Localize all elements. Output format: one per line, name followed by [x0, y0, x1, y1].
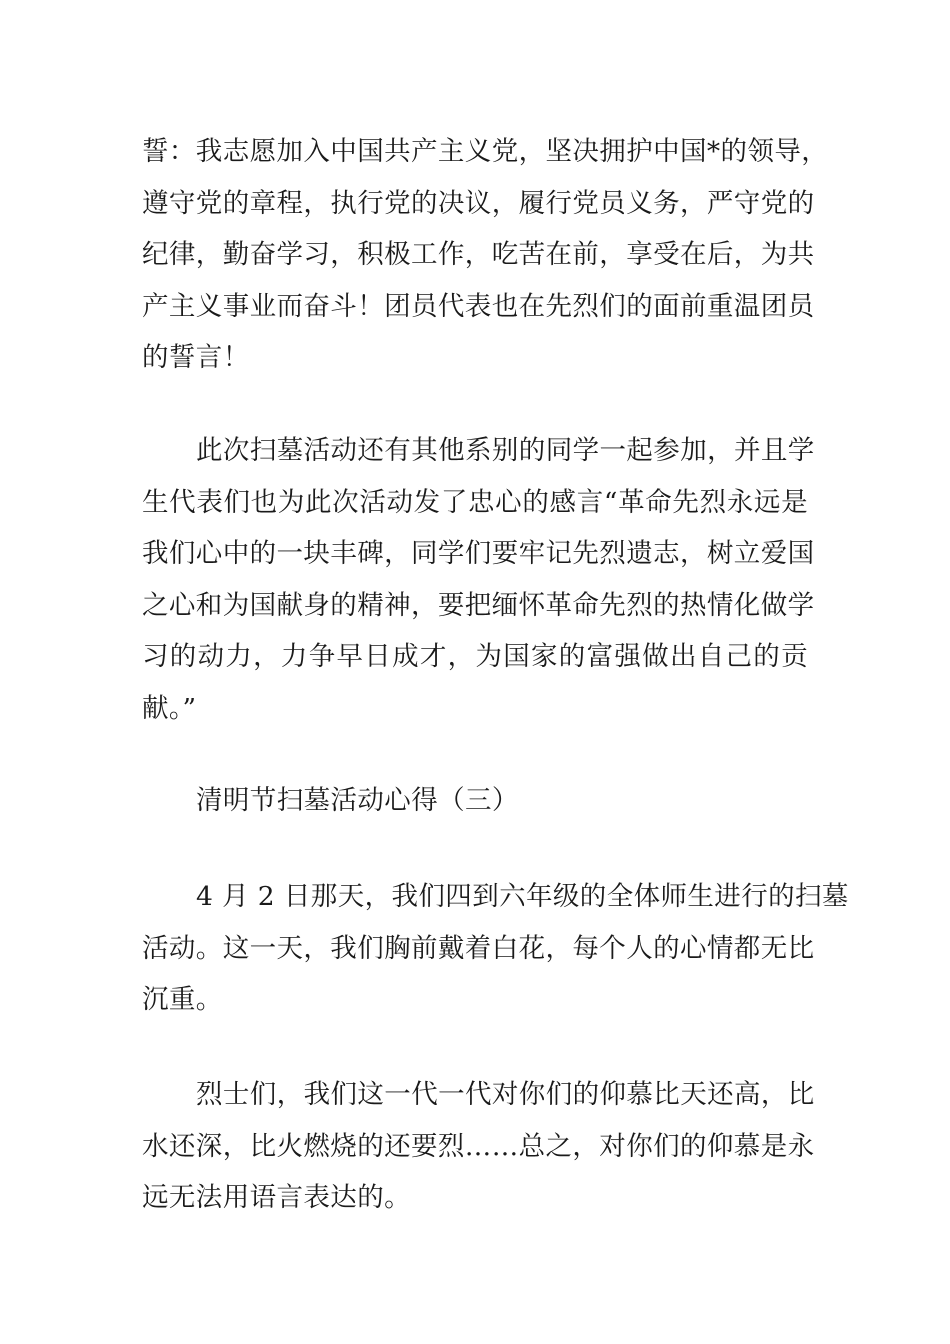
text-line: 沉重。	[142, 984, 223, 1015]
section-title: 清明节扫墓活动心得（三）	[196, 785, 519, 816]
paragraph-martyrs	[142, 1069, 815, 1224]
text-line: 遵守党的章程，执行党的决议，履行党员义务，严守党的	[142, 187, 815, 219]
text-line: 生代表们也为此次活动发了忠心的感言“革命先烈永远是	[142, 486, 808, 518]
text-line: 远无法用语言表达的。	[142, 1182, 411, 1213]
text-line: 纪律，勤奋学习，积极工作，吃苦在前，享受在后，为共	[142, 239, 815, 270]
text-line: 献。”	[142, 692, 197, 724]
text-line: 4 月 2 日那天，我们四到六年级的全体师生进行的扫墓	[196, 881, 849, 912]
section-heading	[142, 775, 808, 827]
text-line: 的誓言！	[142, 342, 250, 373]
text-line: 此次扫墓活动还有其他系别的同学一起参加，并且学	[196, 435, 815, 466]
text-line: 之心和为国献身的精神，要把缅怀革命先烈的热情化做学	[142, 589, 815, 621]
text-line: 活动。这一天，我们胸前戴着白花，每个人的心情都无比	[142, 932, 815, 964]
text-line: 习的动力，力争早日成才，为国家的富强做出自己的贡	[142, 641, 808, 672]
text-line: 我们心中的一块丰碑，同学们要牢记先烈遗志，树立爱国	[142, 538, 815, 569]
paragraph-oath	[142, 126, 829, 384]
paragraph-activity	[142, 425, 815, 734]
text-line: 水还深，比火燃烧的还要烈……总之，对你们的仰慕是永	[142, 1130, 815, 1162]
paragraph-april	[142, 871, 849, 1026]
text-line: 誓：我志愿加入中国共产主义党，坚决拥护中国*的领导，	[142, 136, 829, 167]
text-line: 烈士们，我们这一代一代对你们的仰慕比天还高，比	[196, 1079, 815, 1110]
text-line: 产主义事业而奋斗！团员代表也在先烈们的面前重温团员	[142, 290, 815, 322]
